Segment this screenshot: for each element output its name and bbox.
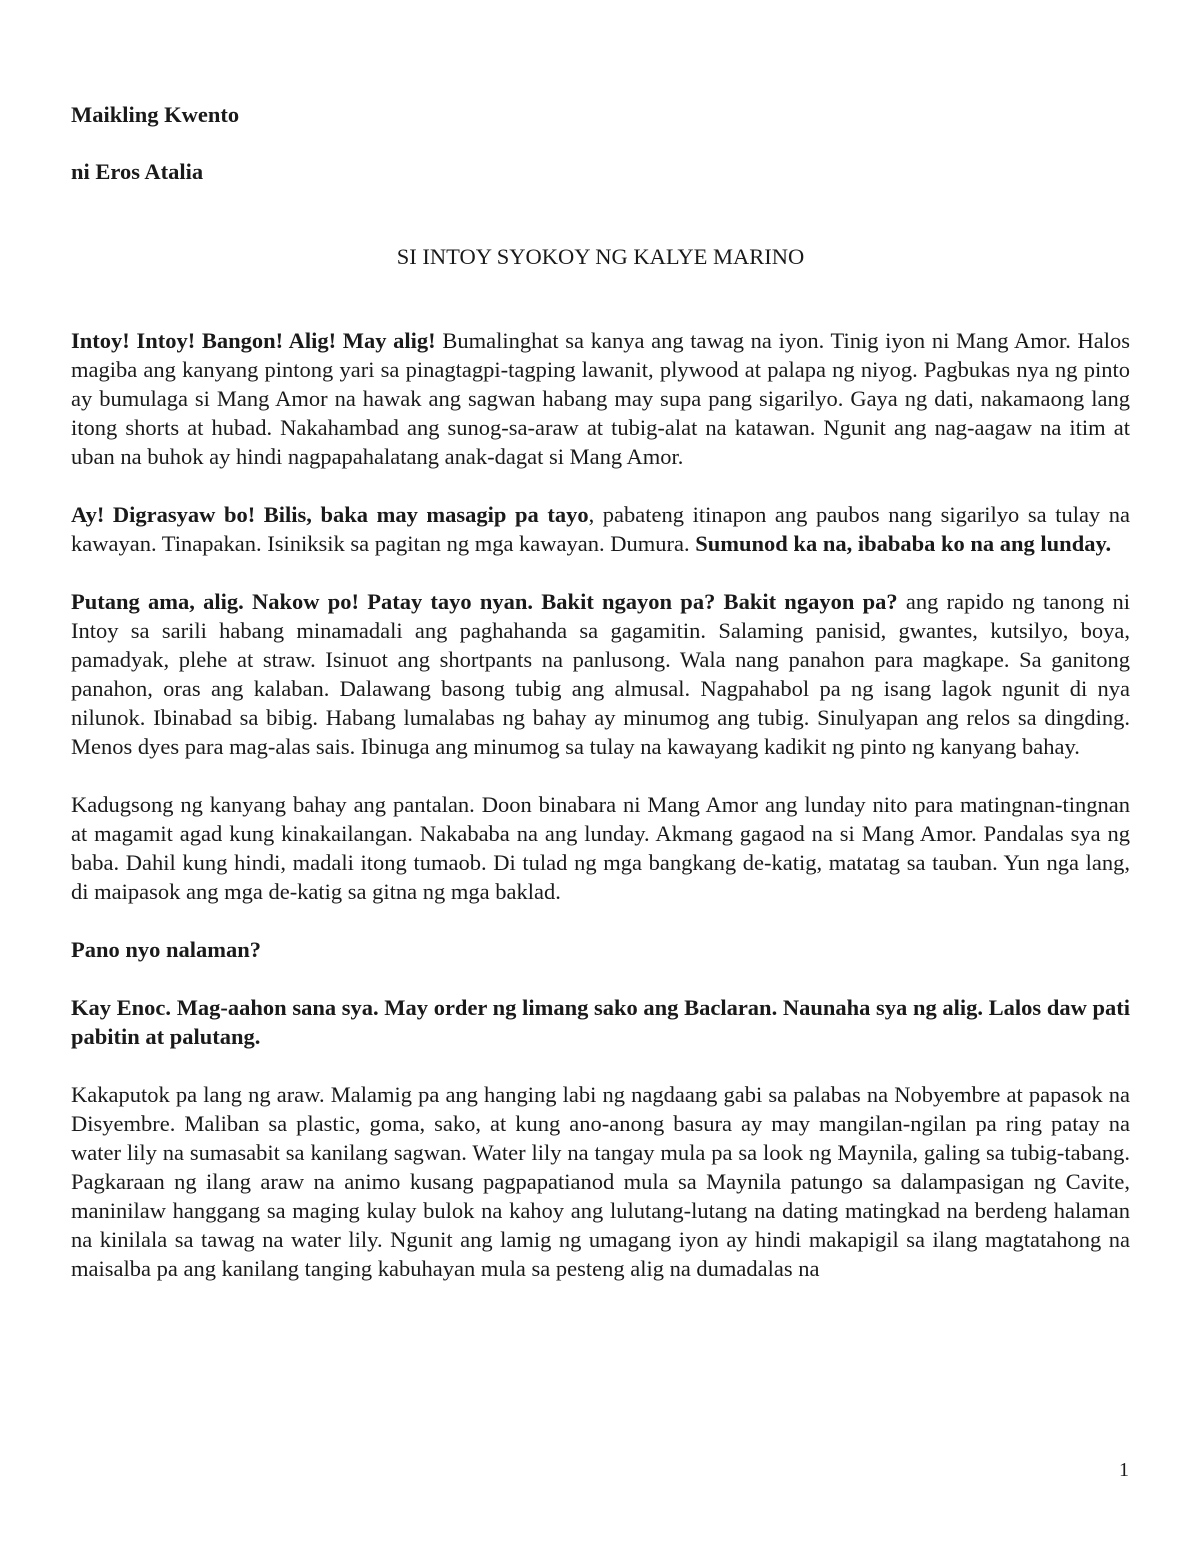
narration-text: Kadugsong ng kanyang bahay ang pantalan. Doon binabara ni Mang Amor ang lunday nito para matingnan-tingnan at magamit agad kung kinakailangan. Nakababa na ang lunday. Akmang gagaod na si Mang Amor. Pandalas sya ng baba. Dahil kung hindi, madali itong tumaob. Di tulad ng mga bangkang de-katig, matatag sa tauban. Yun nga lang, di maipasok ang mga de-katig sa gitna ng mga baklad.: [71, 792, 1130, 904]
paragraph-7: [71, 1080, 1130, 1283]
paragraph-6: [71, 993, 1130, 1051]
narration-text: , pabateng itinapon ang paubos nang sigarilyo sa tulay na kawayan. Tinapakan. Isiniksik sa pagitan ng mga kawayan. Dumura.: [71, 502, 1130, 556]
paragraph-1: [71, 326, 1130, 471]
narration-text: ang rapido ng tanong ni Intoy sa sarili habang minamadali ang paghahanda sa gagamitin. Salaming panisid, gwantes, kutsilyo, boya, pamadyak, plehe at straw. Isinuot ang shortpants na panlusong. Wala nang panahon para magkape. Sa ganitong panahon, oras ang kalaban. Dalawang basong tubig ang almusal. Nagpahabol pa ng isang lagok ngunit di nya nilunok. Ibinabad sa bibig. Habang lumalabas ng bahay ay minumog ang tubig. Sinulyapan ang relos sa dingding. Menos dyes para mag-alas sais. Ibinuga ang minumog sa tulay na kawayang kadikit ng pinto ng kanyang bahay.: [71, 589, 1130, 759]
narration-text: Bumalinghat sa kanya ang tawag na iyon. Tinig iyon ni Mang Amor. Halos magiba ang kanyang pintong yari sa pinagtagpi-tagping lawanit, plywood at palapa ng niyog. Pagbukas nya ng pinto ay bumulaga si Mang Amor na hawak ang sagwan habang may supa pang sigarilyo. Gaya ng dati, nakamaong lang itong shorts at hubad. Nakahambad ang sunog-sa-araw at tubig-alat na katawan. Ngunit ang nag-aagaw na itim at uban na buhok ay hindi nagpapahalatang anak-dagat si Mang Amor.: [71, 328, 1130, 469]
paragraph-5: [71, 935, 1130, 964]
dialogue-bold: Pano nyo nalaman?: [71, 937, 262, 962]
dialogue-bold-end: Sumunod ka na, ibababa ko na ang lunday.: [695, 531, 1112, 556]
dialogue-bold: Intoy! Intoy! Bangon! Alig! May alig!: [71, 328, 436, 353]
paragraph-4: [71, 790, 1130, 906]
document-page: [71, 100, 1130, 1283]
paragraph-3: [71, 587, 1130, 761]
paragraph-2: [71, 500, 1130, 558]
narration-text: Kakaputok pa lang ng araw. Malamig pa ang hanging labi ng nagdaang gabi sa palabas na Nobyembre at papasok na Disyembre. Maliban sa plastic, goma, sako, at kung ano-anong basura ay may mangilan-ngilan pa ring patay na water lily na sumasabit sa kanilang sagwan. Water lily na tangay mula pa sa look ng Maynila, galing sa tubig-tabang. Pagkaraan ng ilang araw na animo kusang pagpapatianod mula sa Maynila patungo sa dalampasigan ng Cavite, maninilaw hanggang sa maging kulay bulok na kahoy ang lulutang-lutang na dating matingkad na berdeng halaman na kinilala sa tawag na water lily. Ngunit ang lamig ng umagang iyon ay hindi makapigil sa ilang magtatahong na maisalba pa ang kanilang tanging kabuhayan mula sa pesteng alig na dumadalas na: [71, 1082, 1130, 1281]
dialogue-bold: Kay Enoc. Mag-aahon sana sya. May order ng limang sako ang Baclaran. Naunaha sya ng alig. Lalos daw pati pabitin at palutang.: [71, 995, 1130, 1049]
genre-label: Maikling Kwento: [71, 102, 240, 127]
author-byline: ni Eros Atalia: [71, 159, 204, 184]
dialogue-bold: Putang ama, alig. Nakow po! Patay tayo nyan. Bakit ngayon pa? Bakit ngayon pa?: [71, 589, 898, 614]
dialogue-bold: Ay! Digrasyaw bo! Bilis, baka may masagip pa tayo: [71, 502, 589, 527]
story-title: SI INTOY SYOKOY NG KALYE MARINO: [396, 244, 805, 269]
page-number: 1: [1119, 1459, 1129, 1481]
